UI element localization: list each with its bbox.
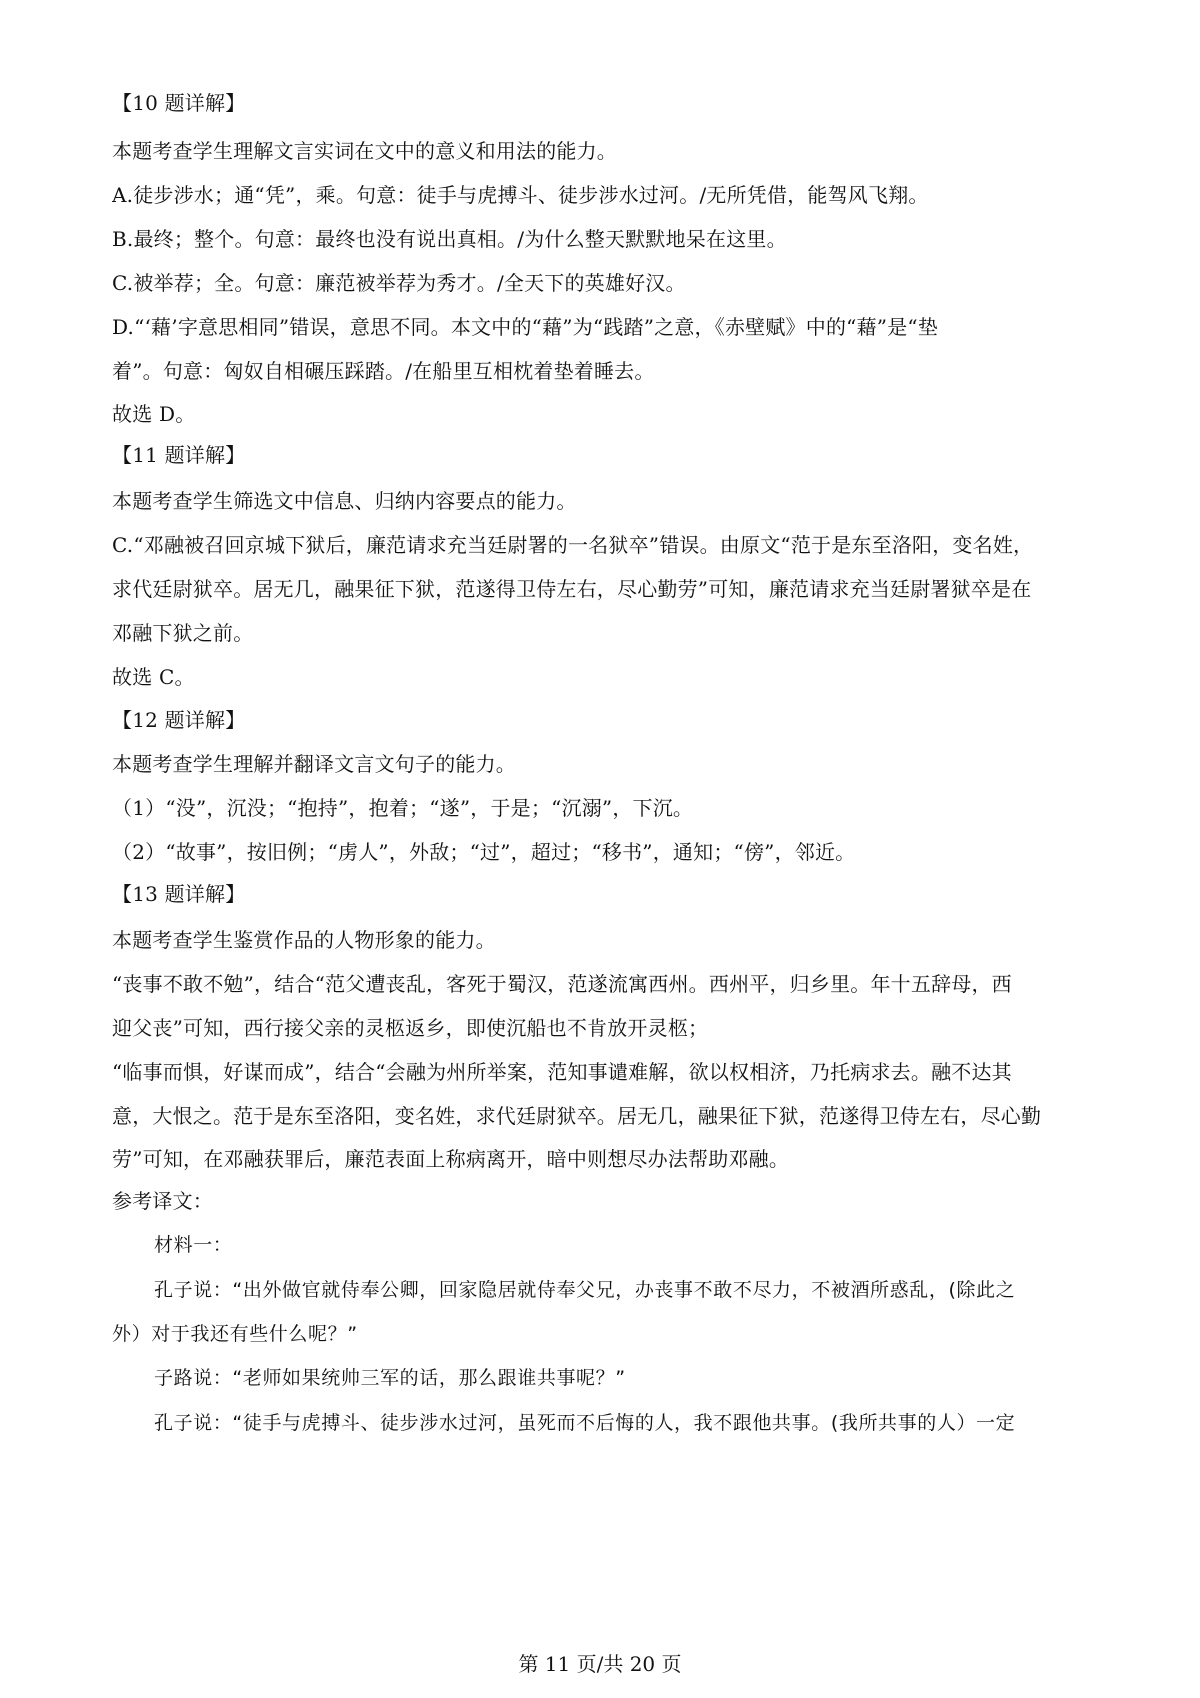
q12-heading: 【12 题详解】 [112,708,246,732]
q13-para2-line2: 意，大恨之。范于是东至洛阳，变名姓，求代廷尉狱卒。居无几，融果征下狱，范遂得卫侍左右，尽心勤 [112,1104,1042,1128]
q10-option-c: C.被举荐；全。句意：廉范被举荐为秀才。/全天下的英雄好汉。 [112,271,686,295]
q11-option-c-line1: C.“邓融被召回京城下狱后，廉范请求充当廷尉署的一名狱卒”错误。由原文“范于是东至洛阳，变名姓， [112,533,1034,557]
page-number-footer: 第 11 页/共 20 页 [518,1652,682,1676]
q10-heading: 【10 题详解】 [112,91,246,115]
q12-intro: 本题考查学生理解并翻译文言文句子的能力。 [112,752,516,776]
q10-answer: 故选 D。 [112,402,196,426]
q12-part1: （1）“没”，沉没；“抱持”，抱着；“遂”，于是；“沉溺”，下沉。 [112,796,694,820]
q13-para1-line2: 迎父丧”可知，西行接父亲的灵柩返乡，即使沉船也不肯放开灵柩； [112,1016,709,1040]
translation-line2: 子路说：“老师如果统帅三军的话，那么跟谁共事呢？” [154,1367,626,1389]
q12-part2: （2）“故事”，按旧例；“虏人”，外敌；“过”，超过；“移书”，通知；“傍”，邻近。 [112,840,856,864]
translation-material-label: 材料一： [154,1234,233,1256]
q13-para2-line3: 劳”可知，在邓融获罪后，廉范表面上称病离开，暗中则想尽办法帮助邓融。 [112,1147,790,1171]
translation-line1b: 外）对于我还有些什么呢？” [112,1323,358,1345]
q13-para2-line1: “临事而惧，好谋而成”，结合“会融为州所举案，范知事谴难解，欲以权相济，乃托病求去。融不达其 [112,1060,1012,1084]
q13-heading: 【13 题详解】 [112,882,246,906]
q11-answer: 故选 C。 [112,665,195,689]
translation-line3: 孔子说：“徒手与虎搏斗、徒步涉水过河，虽死而不后悔的人，我不跟他共事。(我所共事的人）一定 [154,1412,1016,1434]
q10-intro: 本题考查学生理解文言实词在文中的意义和用法的能力。 [112,139,617,163]
q11-option-c-line2: 求代廷尉狱卒。居无几，融果征下狱，范遂得卫侍左右，尽心勤劳”可知，廉范请求充当廷尉署狱卒是在 [112,577,1032,601]
q13-intro: 本题考查学生鉴赏作品的人物形象的能力。 [112,928,496,952]
q10-option-d-line1: D.“‘藉’字意思相同”错误，意思不同。本文中的“藉”为“践踏”之意，《赤壁赋》中的“藉”是“垫 [112,315,939,339]
q11-heading: 【11 题详解】 [112,443,246,467]
q10-option-b: B.最终；整个。句意：最终也没有说出真相。/为什么整天默默地呆在这里。 [112,227,787,251]
translation-label: 参考译文： [112,1189,213,1213]
q10-option-d-line2: 着”。句意：匈奴自相碾压踩踏。/在船里互相枕着垫着睡去。 [112,359,655,383]
q13-para1-line1: “丧事不敢不勉”，结合“范父遭丧乱，客死于蜀汉，范遂流寓西州。西州平，归乡里。年十五辞母，西 [112,972,1012,996]
q11-intro: 本题考查学生筛选文中信息、归纳内容要点的能力。 [112,489,577,513]
q11-option-c-line3: 邓融下狱之前。 [112,621,254,645]
translation-line1a: 孔子说：“出外做官就侍奉公卿，回家隐居就侍奉父兄，办丧事不敢不尽力，不被酒所惑乱，(除此之 [154,1279,1016,1301]
q10-option-a: A.徒步涉水；通“凭”，乘。句意：徒手与虎搏斗、徒步涉水过河。/无所凭借，能驾风飞翔。 [112,183,929,207]
